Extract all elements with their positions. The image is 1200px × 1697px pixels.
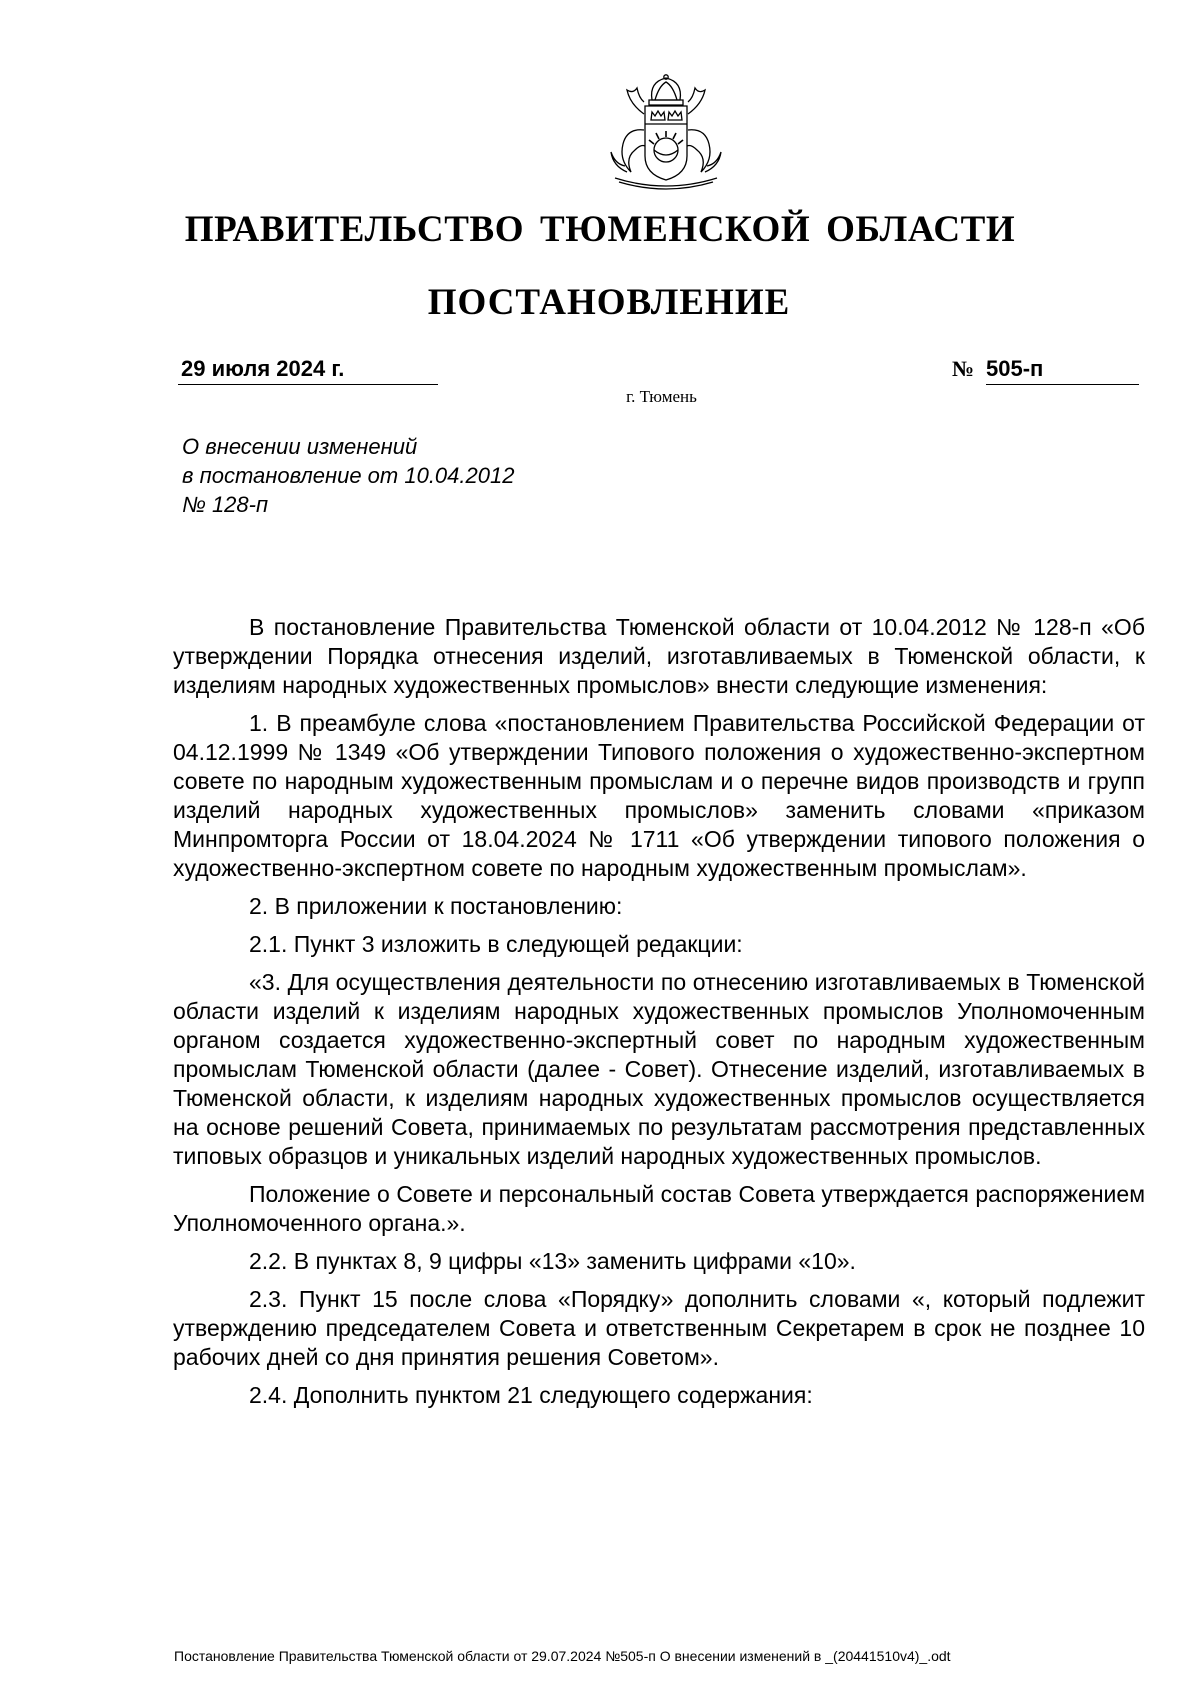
body-paragraph: Положение о Совете и персональный состав Совета утверждается распоряжением Уполномоченного органа.».	[173, 1181, 1145, 1236]
subject-line: О внесении изменений	[182, 434, 418, 459]
coat-of-arms-icon	[597, 74, 735, 190]
body-paragraph: 1. В преамбуле слова «постановлением Правительства Российской Федерации от 04.12.1999 № 1349 «Об утверждении Типового положения о художественно-экспертном совете по народным художественным промыслам и о перечне видов производств и групп изделий народных художественных промыслов» заменить словами «приказом Минпромторга России от 18.04.2024 № 1711 «Об утверждении типового положения о художественно-экспертном совете по народным художественным промыслам».	[173, 710, 1145, 881]
document-subject	[182, 432, 682, 519]
document-footer: Постановление Правительства Тюменской области от 29.07.2024 №505-п О внесении изменений в _(20441510v4)_.odt	[174, 1648, 951, 1664]
subject-line: № 128-п	[182, 492, 269, 517]
body-paragraph: 2. В приложении к постановлению:	[249, 893, 623, 919]
number-sign: №	[952, 356, 975, 381]
document-type-title: ПОСТАНОВЛЕНИЕ	[427, 282, 791, 323]
document-number: 505-п	[986, 353, 1139, 385]
document-date: 29 июля 2024 г.	[178, 353, 438, 385]
body-paragraph: «3. Для осуществления деятельности по отнесению изготавливаемых в Тюменской области изделий к изделиям народных художественных промыслов Уполномоченным органом создается художественно-экспертный совет по народным художественным промыслам Тюменской области (далее - Совет). Отнесение изделий, изготавливаемых в Тюменской области, к изделиям народных художественных промыслов осуществляется на основе решений Совета, принимаемых по результатам рассмотрения представленных типовых образцов и уникальных изделий народных художественных промыслов.	[173, 969, 1145, 1169]
body-paragraph: 2.4. Дополнить пунктом 21 следующего содержания:	[249, 1382, 813, 1408]
subject-line: в постановление от 10.04.2012	[182, 463, 515, 488]
body-paragraph: 2.3. Пункт 15 после слова «Порядку» дополнить словами «, который подлежит утверждению председателем Совета и ответственным Секретарем в срок не позднее 10 рабочих дней со дня принятия решения Советом».	[173, 1286, 1145, 1370]
government-title: ПРАВИТЕЛЬСТВО ТЮМЕНСКОЙ ОБЛАСТИ	[184, 209, 1016, 250]
document-body	[173, 613, 1145, 1419]
document-number-field	[952, 353, 1139, 384]
document-city: г. Тюмень	[626, 387, 697, 406]
body-paragraph: 2.2. В пунктах 8, 9 цифры «13» заменить цифрами «10».	[249, 1248, 856, 1274]
body-paragraph: В постановление Правительства Тюменской области от 10.04.2012 № 128-п «Об утверждении Порядка отнесения изделий, изготавливаемых в Тюменской области, к изделиям народных художественных промыслов» внести следующие изменения:	[173, 614, 1145, 698]
body-paragraph: 2.1. Пункт 3 изложить в следующей редакции:	[249, 931, 743, 957]
